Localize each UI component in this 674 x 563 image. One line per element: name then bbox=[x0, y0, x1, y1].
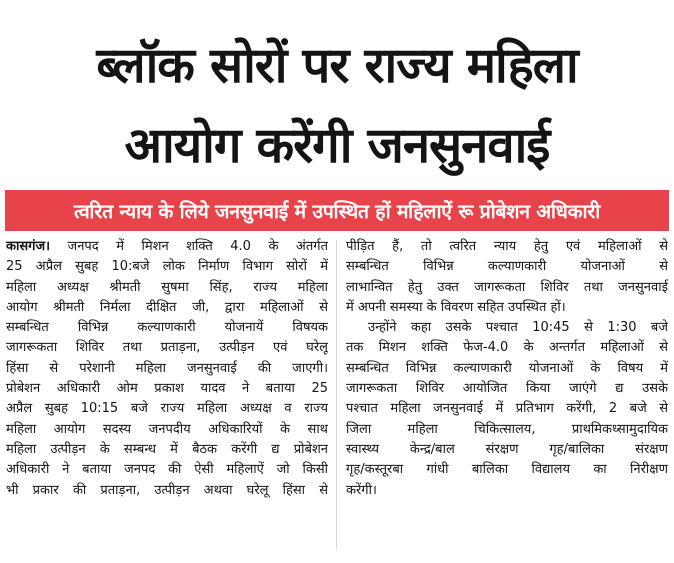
article-line: आयोग श्रीमती निर्मला दीक्षित जी, द्वारा महिलाओं से bbox=[6, 299, 328, 315]
article-line: महिला उत्पीड़न के सम्बन्ध में बैठक करेंगी द्य प्रोबेशन bbox=[6, 441, 328, 457]
article-line-text: जनपद में मिशन शक्ति 4.0 के अंतर्गत bbox=[67, 239, 328, 254]
article-line: में अपनी समस्या के विवरण सहित उपस्थित हों। bbox=[346, 299, 566, 315]
article-line: करेंगी। bbox=[346, 482, 377, 498]
article-line: गृह/कस्तूरबा गांधी बालिका विद्यालय का निरीक्षण bbox=[346, 462, 668, 478]
article-line: स्वास्थ्य केन्द्र/बाल संरक्षण गृह/बालिका संरक्षण bbox=[346, 441, 668, 457]
article-line: महिला अध्यक्ष श्रीमती सुषमा सिंह, राज्य महिला bbox=[6, 279, 328, 295]
article-column-left bbox=[6, 237, 328, 501]
article-line: प्रोबेशन अधिकारी ओम प्रकाश यादव ने बताया 25 bbox=[6, 381, 328, 397]
article-line: अधिकारी ने बताया जनपद की ऐसी महिलाऐं जो किसी bbox=[6, 462, 328, 478]
article-line: 25 अप्रैल सुबह 10:बजे लोक निर्माण विभाग सोरों में bbox=[6, 259, 328, 275]
article-line: सम्बन्धित विभिन्न कल्याणकारी योजनाओं से bbox=[346, 259, 668, 275]
article-line bbox=[6, 237, 328, 257]
subheadline-text: त्वरित न्याय के लिये जनसुनवाई में उपस्थित हों महिलाऐं रू प्रोबेशन अधिकारी bbox=[73, 200, 601, 223]
dateline: कासगंज। bbox=[6, 239, 51, 254]
article-line: जिला महिला चिकित्सालय, प्राथमिकध्सामुदायिक bbox=[346, 421, 668, 437]
article-line: हिंसा से परेशानी महिला जनसुनवाई की जाएगी। bbox=[6, 360, 328, 376]
article-line: जागरूकता शिविर आयोजित किया जाएंगे द्य उसके bbox=[346, 381, 668, 397]
headline-line-1: ब्लॉक सोरों पर राज्य महिला bbox=[96, 37, 578, 94]
headline-line-2: आयोग करेंगी जनसुनवाई bbox=[124, 117, 550, 174]
article-line: जागरूकता शिविर तथा प्रताड़ना, उत्पीड़न एवं घरेलू bbox=[6, 340, 328, 356]
article-line: भी प्रकार की प्रताड़ना, उत्पीड़न अथवा घरेलू हिंसा से bbox=[6, 482, 328, 498]
article-line: अप्रैल सुबह 10:15 बजे राज्य महिला अध्यक्ष व राज्य bbox=[6, 401, 328, 417]
article-line: सम्बन्धित विभिन्न कल्याणकारी योजनाओं के विषय में bbox=[346, 360, 668, 376]
article-line: सम्बन्धित विभिन्न कल्याणकारी योजनायें विषयक bbox=[6, 320, 328, 336]
article-line: लाभान्वित हेतु उक्त जागरूकता शिविर तथा जनसुनवाई bbox=[346, 279, 668, 295]
article-line: पश्चात महिला जनसुनवाई में प्रतिभाग करेंगी, 2 बजे से bbox=[346, 401, 668, 417]
subheadline-banner bbox=[5, 190, 669, 231]
article-line: उन्होंने कहा उसके पश्चात 10:45 से 1:30 बजे bbox=[368, 320, 668, 336]
column-divider bbox=[336, 240, 337, 550]
article-line: महिला आयोग सदस्य जनपदीय अधिकारियों के साथ bbox=[6, 421, 328, 437]
article-line: पीड़ित हैं, तो त्वरित न्याय हेतु एवं महिलाओं से bbox=[346, 239, 668, 254]
article-line: तक मिशन शक्ति फेज-4.0 के अन्तर्गत महिलाओं से bbox=[346, 340, 668, 356]
article-column-right bbox=[346, 237, 668, 501]
